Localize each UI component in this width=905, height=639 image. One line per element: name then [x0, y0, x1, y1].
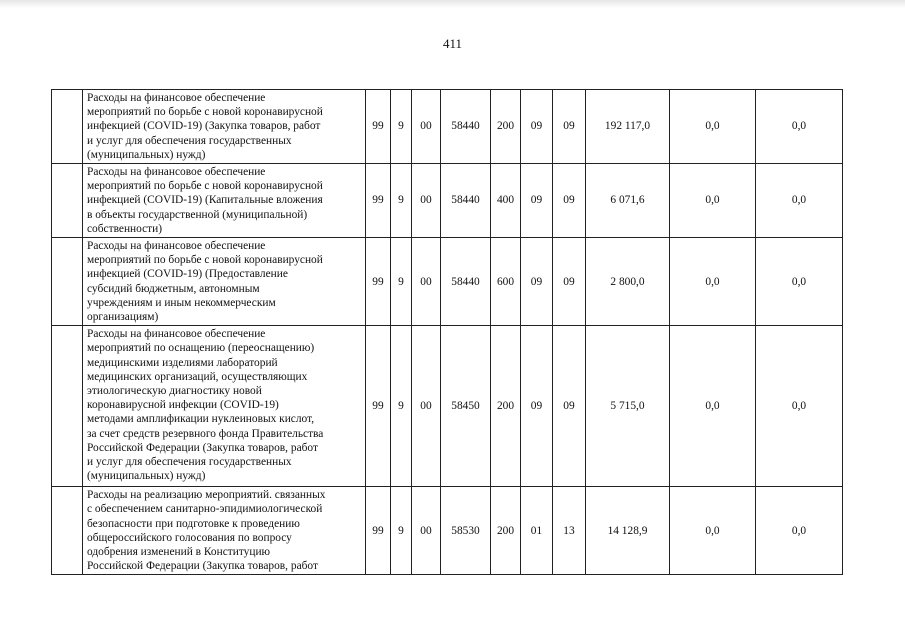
subprogram-code-cell: 9 [391, 238, 412, 326]
budget-table [51, 89, 843, 575]
main-event-code-cell: 00 [412, 90, 441, 164]
page-number: 411 [442, 36, 463, 51]
amount-year1-cell: 6 071,6 [586, 164, 670, 238]
amount-year3-cell: 0,0 [756, 487, 843, 575]
description-line: медицинскими изделиями лабораторий [87, 356, 278, 369]
description-line: собственности) [87, 222, 163, 235]
amount-year1-cell: 14 128,9 [586, 487, 670, 575]
description-line: организациям) [87, 311, 159, 324]
subsection-cell: 13 [553, 487, 586, 575]
section-cell: 09 [521, 90, 553, 164]
expense-type-cell: 200 [491, 90, 521, 164]
row-index-cell [52, 164, 83, 238]
expense-type-cell: 200 [491, 326, 521, 487]
description-cell [83, 238, 366, 326]
expense-type-cell: 600 [491, 238, 521, 326]
program-code-cell: 99 [366, 238, 391, 326]
subsection-cell: 09 [553, 238, 586, 326]
description-line: инфекцией (COVID-19) (Капитальные вложения [87, 194, 323, 207]
description-line: Расходы на финансовое обеспечение [87, 92, 266, 104]
description-line: мероприятий по борьбе с новой коронавирусной [87, 180, 323, 193]
subprogram-code-cell: 9 [391, 487, 412, 575]
program-code-cell: 99 [366, 487, 391, 575]
description-line: в объекты государственной (муниципальной) [87, 208, 308, 221]
expense-type-cell: 400 [491, 164, 521, 238]
expense-type-cell: 200 [491, 487, 521, 575]
main-event-code-cell: 00 [412, 326, 441, 487]
table-row [52, 487, 843, 575]
amount-year2-cell: 0,0 [670, 326, 756, 487]
description-line: с обеспечением санитарно-эпидимиологической [87, 503, 323, 516]
description-line: за счет средств резервного фонда Правительства [87, 427, 324, 440]
row-index-cell [52, 487, 83, 575]
description-cell [83, 487, 366, 575]
scan-edge-artifact [0, 0, 905, 8]
description-line: общероссийского голосования по вопросу [87, 531, 292, 544]
row-index-cell [52, 326, 83, 487]
description-line: субсидий бюджетным, автономным [87, 282, 260, 295]
amount-year2-cell: 0,0 [670, 487, 756, 575]
description-cell [83, 164, 366, 238]
description-line: (муниципальных) нужд) [87, 470, 206, 483]
amount-year3-cell: 0,0 [756, 238, 843, 326]
subprogram-code-cell: 9 [391, 90, 412, 164]
subprogram-code-cell: 9 [391, 164, 412, 238]
table-row [52, 164, 843, 238]
description-cell [83, 90, 366, 164]
description-line: методами амплификации нуклеиновых кислот, [87, 413, 315, 426]
description-line: мероприятий по борьбе с новой коронавирусной [87, 106, 323, 119]
subprogram-code-cell: 9 [391, 326, 412, 487]
row-index-cell [52, 90, 83, 164]
section-cell: 09 [521, 326, 553, 487]
program-code-cell: 99 [366, 326, 391, 487]
table-row [52, 90, 843, 164]
description-line: (муниципальных) нужд) [87, 148, 206, 161]
amount-year2-cell: 0,0 [670, 164, 756, 238]
direction-code-cell: 58440 [441, 90, 491, 164]
amount-year3-cell: 0,0 [756, 326, 843, 487]
description-line: Расходы на финансовое обеспечение [87, 240, 266, 253]
description-line: одобрения изменений в Конституцию [87, 546, 271, 559]
description-line: Расходы на финансовое обеспечение [87, 328, 266, 341]
table-row [52, 238, 843, 326]
amount-year3-cell: 0,0 [756, 90, 843, 164]
description-line: мероприятий по борьбе с новой коронавирусной [87, 254, 323, 267]
amount-year2-cell: 0,0 [670, 90, 756, 164]
direction-code-cell: 58530 [441, 487, 491, 575]
main-event-code-cell: 00 [412, 164, 441, 238]
description-line: Российской Федерации (Закупка товаров, работ [87, 560, 318, 573]
table-row [52, 326, 843, 487]
description-line: и услуг для обеспечения государственных [87, 134, 292, 147]
description-line: Расходы на реализацию мероприятий. связанных [87, 489, 326, 502]
section-cell: 09 [521, 164, 553, 238]
amount-year2-cell: 0,0 [670, 238, 756, 326]
subsection-cell: 09 [553, 90, 586, 164]
description-cell [83, 326, 366, 487]
section-cell: 09 [521, 238, 553, 326]
description-line: Российской Федерации (Закупка товаров, работ [87, 441, 318, 454]
description-line: этиологическую диагностику новой [87, 385, 262, 398]
main-event-code-cell: 00 [412, 238, 441, 326]
description-line: безопасности при подготовке к проведению [87, 517, 300, 530]
subsection-cell: 09 [553, 164, 586, 238]
program-code-cell: 99 [366, 90, 391, 164]
description-line: учреждениям и иным некоммерческим [87, 296, 276, 309]
description-line: коронавирусной инфекции (COVID-19) [87, 399, 279, 412]
subsection-cell: 09 [553, 326, 586, 487]
description-line: инфекцией (COVID-19) (Закупка товаров, работ [87, 120, 321, 133]
section-cell: 01 [521, 487, 553, 575]
description-line: и услуг для обеспечения государственных [87, 456, 292, 469]
amount-year1-cell: 2 800,0 [586, 238, 670, 326]
description-line: медицинских организаций, осуществляющих [87, 370, 308, 383]
amount-year1-cell: 5 715,0 [586, 326, 670, 487]
direction-code-cell: 58440 [441, 238, 491, 326]
description-line: Расходы на финансовое обеспечение [87, 166, 266, 179]
program-code-cell: 99 [366, 164, 391, 238]
description-line: мероприятий по оснащению (переоснащению) [87, 342, 315, 355]
amount-year1-cell: 192 117,0 [586, 90, 670, 164]
row-index-cell [52, 238, 83, 326]
amount-year3-cell: 0,0 [756, 164, 843, 238]
direction-code-cell: 58440 [441, 164, 491, 238]
main-event-code-cell: 00 [412, 487, 441, 575]
direction-code-cell: 58450 [441, 326, 491, 487]
description-line: инфекцией (COVID-19) (Предоставление [87, 268, 288, 281]
